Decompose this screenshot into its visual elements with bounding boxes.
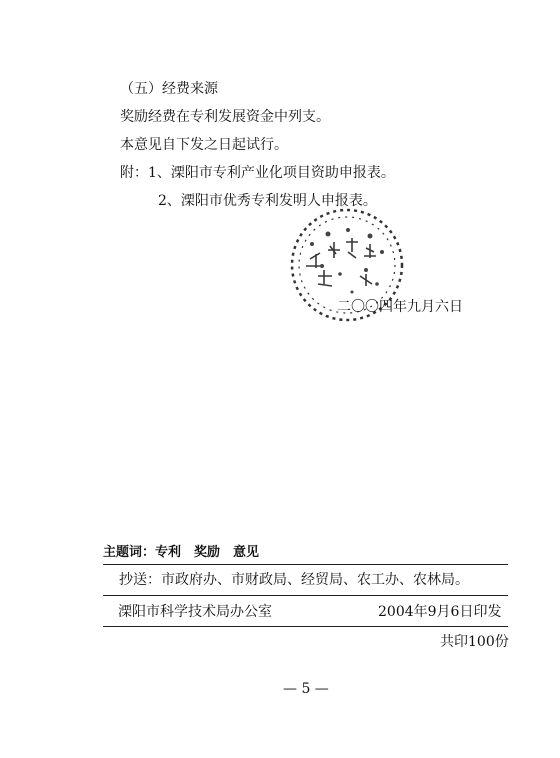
page-number: — 5 — — [283, 681, 329, 697]
copies: 共印100份 — [440, 634, 509, 650]
signature-date: 二〇〇四年九月六日 — [337, 299, 463, 315]
funding-text: 奖励经费在专利发展资金中列支。 — [120, 109, 330, 125]
attachment-2: 2、溧阳市优秀专利发明人申报表。 — [158, 193, 377, 209]
effective-text: 本意见自下发之日起试行。 — [120, 137, 288, 153]
keywords: 主题词：专利 奖励 意见 — [103, 545, 260, 560]
attachment-1: 附：1、溧阳市专利产业化项目资助申报表。 — [120, 165, 395, 181]
issuer: 溧阳市科学技术局办公室 — [118, 604, 272, 620]
divider-bottom — [103, 626, 508, 627]
cc-list: 抄送：市政府办、市财政局、经贸局、农工办、农林局。 — [119, 572, 469, 588]
divider-middle — [103, 595, 508, 596]
print-date: 2004年9月6日印发 — [378, 604, 502, 620]
section-heading: （五）经费来源 — [120, 81, 218, 97]
divider-top — [103, 564, 508, 565]
